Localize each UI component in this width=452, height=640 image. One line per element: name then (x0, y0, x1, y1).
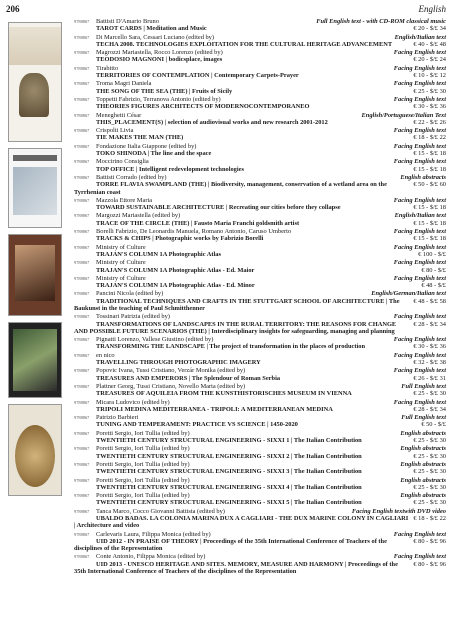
entry-title: TRACE OF THE CIRCLE (THE) | Fausto Maria Franchi goldsmith artist (96, 219, 300, 227)
entry-title: TREASURES OF AQUILEIA FROM THE KUNSTHISTORISCHES MUSEUM IN VIENNA (96, 390, 352, 398)
entry-language-tag: Facing English text (393, 553, 446, 561)
isbn-code: 9788867 (74, 446, 90, 452)
book-covers (8, 22, 72, 502)
entry-author: Battisti D'Amario Bruno (96, 18, 159, 25)
entry-title: TWENTIETH CENTURY STRUCTURAL ENGINEERING - SIXXI 2 | The Italian Contribution (96, 452, 362, 460)
isbn-code: 9788867 (74, 477, 90, 483)
catalog-entry (74, 553, 446, 575)
entry-title: TWENTIETH CENTURY STRUCTURAL ENGINEERING - SIXXI 1 | The Italian Contribution (96, 437, 362, 445)
entry-title: THEORIES FIGURES ARCHITECTS OF MODERNOCONTEMPORANEO (96, 103, 310, 111)
entry-language-tag: Full English text (401, 414, 446, 422)
entry-language-tag: Facing English text (393, 228, 446, 236)
catalog-entry (74, 34, 446, 49)
isbn-code: 9788867 (74, 291, 90, 297)
catalog-entry (74, 352, 446, 367)
page-number: 206 (6, 4, 20, 14)
entry-language-tag: Facing English text (393, 336, 446, 344)
entry-author: Fondazione Italia Giappone (edited by) (96, 142, 197, 150)
catalog-entry (74, 143, 446, 158)
entry-price: € 40 - $/£ 48 (413, 40, 446, 48)
catalog-entry (74, 492, 446, 507)
entry-title: TRANSFORMING THE LANDSCAPE | The project of transformation in the places of production (96, 343, 365, 351)
entry-language-tag: Facing English text (393, 64, 446, 72)
entry-language-tag: English/Italian text (394, 33, 446, 41)
catalog-entry (74, 290, 446, 312)
catalog-entry (74, 228, 446, 243)
isbn-code: 9788867 (74, 415, 90, 421)
isbn-code: 9788867 (74, 81, 90, 87)
entry-title: TWENTIETH CENTURY STRUCTURAL ENGINEERING - SIXXI 3 | The Italian Contribution (96, 468, 362, 476)
entry-author: Ministry of Culture (96, 274, 146, 282)
entry-author: Pignatti Lorenzo, Vallese Giustino (edited by) (96, 336, 214, 344)
isbn-code: 9788867 (74, 531, 90, 537)
entry-price: € 20 - $/£ 34 (413, 25, 446, 33)
isbn-code: 9788867 (74, 352, 90, 358)
entry-price: € 15 - $/£ 18 (413, 204, 446, 212)
entry-language-tag: Facing English textwith DVD video (351, 507, 446, 515)
book-cover-image (8, 404, 62, 496)
book-cover-image (8, 234, 62, 316)
entry-price: € 22 - $/£ 26 (413, 118, 446, 126)
entry-language-tag: English abstracts (400, 460, 446, 468)
entry-price: € 15 - $/£ 18 (413, 219, 446, 227)
entry-language-tag: Full English text - with CD-ROM classical music (316, 18, 446, 25)
entry-price: € 80 - $/£ (421, 266, 446, 274)
entry-price: € 10 - $/£ 12 (413, 72, 446, 80)
isbn-code: 9788867 (74, 65, 90, 71)
isbn-code: 9788867 (74, 314, 90, 320)
entry-language-tag: Facing English text (393, 530, 446, 538)
catalog-entry (74, 313, 446, 335)
catalog-entry (74, 18, 446, 33)
entry-language-tag: Facing English text (393, 95, 446, 103)
entry-author: Poretti Sergio, Iori Tullia (edited by) (96, 460, 190, 468)
entry-price: € 80 - $/£ 96 (413, 560, 446, 568)
entry-price: € 25 - $/£ 30 (413, 390, 446, 398)
entry-price: € 18 - $/£ 22 (413, 134, 446, 142)
entry-title: TIE MAKES THE MAN (THE) (96, 134, 184, 142)
entry-author: Mazzola Ettore Maria (96, 196, 153, 204)
entry-title: TRAJAN'S COLUMN 1A Photographic Atlas - Ed. Minor (96, 282, 255, 290)
catalog-entry (74, 367, 446, 382)
entry-author: Toppetti Fabrizio, Terranova Antonio (edited by) (96, 95, 221, 103)
catalog-entry (74, 65, 446, 80)
entry-language-tag: Facing English text (393, 80, 446, 88)
entry-author: Poretti Sergio, Iori Tullia (edited by) (96, 429, 190, 437)
catalog-entry (74, 158, 446, 173)
entry-title: TWENTIETH CENTURY STRUCTURAL ENGINEERING - SIXXI 5 | The Italian Contribution (96, 499, 362, 507)
catalog-entry (74, 461, 446, 476)
entry-title: UID 2013 - UNESCO HERITAGE AND SITES. MEMORY, MEASURE AND HARMONY | Proceedings of the 35th International Conference of Teachers of the disciplines of the Representation (74, 560, 398, 576)
entry-title: TERRITORIES OF CONTEMPLATION | Contemporary Carpets-Prayer (96, 72, 299, 80)
isbn-code: 9788867 (74, 399, 90, 405)
catalog-entry (74, 174, 446, 196)
entry-price: € 30 - $/£ 36 (413, 103, 446, 111)
entry-language-tag: English abstracts (400, 173, 446, 181)
entry-price: € 26 - $/£ 31 (413, 374, 446, 382)
entry-author: Magrozzi Mariastella, Rocco Lorenzo (edited by) (96, 49, 223, 57)
catalog-entry (74, 127, 446, 142)
entry-author: Battisti Corrado (edited by) (96, 173, 167, 181)
entry-title: TOWARD SUSTAINABLE ARCHITECTURE | Recreating our cities before they collapse (96, 204, 341, 212)
book-cover-image (8, 22, 62, 142)
entry-price: € 15 - $/£ 18 (413, 165, 446, 173)
entry-title: TRANSFORMATIONS OF LANDSCAPES IN THE RURAL TERRITORY: THE REASONS FOR CHANGE AND POSSIBLE FUTURE SCENARIOS (THE) | Interdisciplinary insights for safeguarding, managing and planning (74, 320, 397, 335)
entry-price: € 25 - $/£ 30 (413, 468, 446, 476)
entry-author: Margozzi Mariastella (edited by) (96, 212, 181, 220)
isbn-code: 9788867 (74, 260, 90, 266)
isbn-code: 9788867 (74, 174, 90, 180)
entry-price: € 15 - $/£ 18 (413, 150, 446, 158)
entry-language-tag: English/Italian text (394, 212, 446, 220)
entry-language-tag: Facing English text (393, 274, 446, 282)
entry-title: TECHA 2008. TECHNOLOGIES EXPLOITATION FOR THE CULTURAL HERITAGE ADVANCEMENT (96, 40, 393, 48)
catalog-entry (74, 197, 446, 212)
entry-author: Carlevaris Laura, Filippa Monica (edited by) (96, 530, 211, 538)
isbn-code: 9788867 (74, 112, 90, 118)
entry-language-tag: Facing English text (393, 367, 446, 375)
catalog-entry (74, 336, 446, 351)
isbn-code: 9788867 (74, 50, 90, 56)
entry-title: TAROT CARDS | Meditation and Music (96, 25, 207, 33)
isbn-code: 9788867 (74, 143, 90, 149)
entry-price: € 48 - $/£ 58 (413, 297, 446, 305)
page-header (6, 4, 446, 16)
catalog-entry (74, 80, 446, 95)
isbn-code: 9788867 (74, 229, 90, 235)
entry-author: Popovic Ivana, Tussi Cristiano, Verzár Monika (edited by) (96, 367, 246, 375)
entry-language-tag: English/German/Italian text (371, 290, 446, 298)
catalog-entry (74, 531, 446, 553)
entry-price: € 32 - $/£ 38 (413, 359, 446, 367)
entry-title: UBALDO BADAS. LA COLONIA MARINA DUX A CAGLIARI - THE DUX MARINE COLONY IN CAGLIARI | Architecture and video (74, 515, 409, 530)
catalog-entry (74, 49, 446, 64)
entry-title: UID 2012 - IN PRAISE OF THEORY | Proceedings of the 35th International Conference of Teachers of the disciplines of the Representation (74, 537, 387, 553)
isbn-code: 9788867 (74, 213, 90, 219)
catalog-list (74, 18, 446, 576)
entry-price: € 50 - $/£ (421, 421, 446, 429)
entry-language-tag: English/Portuguese/Italian Text (361, 111, 446, 119)
entry-author: Poretti Sergio, Iori Tullia (edited by) (96, 492, 190, 500)
entry-author: en nico (96, 351, 115, 359)
entry-language-tag: English abstracts (400, 429, 446, 437)
catalog-entry (74, 244, 446, 259)
entry-title: TRACKS & CHIPS | Photographic works by Fabrizio Borelli (96, 235, 264, 243)
isbn-code: 9788867 (74, 34, 90, 40)
entry-title: TOP OFFICE | Intelligent redevelopment technologies (96, 165, 244, 173)
isbn-code: 9788867 (74, 508, 90, 514)
catalog-entry (74, 508, 446, 530)
entry-price: € 18 - $/£ 22 (413, 515, 446, 522)
isbn-code: 9788867 (74, 554, 90, 560)
entry-author: Patrizio Barbieri (96, 414, 139, 422)
entry-price: € 80 - $/£ 96 (413, 537, 446, 545)
entry-price: € 20 - $/£ 24 (413, 56, 446, 64)
entry-language-tag: English abstracts (400, 476, 446, 484)
entry-title: TRAVELLING THROUGH PHOTOGRAPHIC IMAGERY (96, 359, 261, 367)
isbn-code: 9788867 (74, 461, 90, 467)
entry-price: € 30 - $/£ 36 (413, 343, 446, 351)
entry-author: Tossinari Patrizia (edited by) (96, 313, 170, 321)
entry-author: Tanca Marco, Cocco Giovanni Battista (edited by) (96, 507, 225, 515)
entry-price: € 25 - $/£ 30 (413, 483, 446, 491)
catalog-entry (74, 383, 446, 398)
entry-price: € 25 - $/£ 30 (413, 499, 446, 507)
entry-title: TRADITIONAL TECHNIQUES AND CRAFTS IN THE STUTTGART SCHOOL OF ARCHITECTURE | The Baukunst in the teaching of Paul Schmitthenner (74, 297, 400, 312)
entry-language-tag: Facing English text (393, 313, 446, 321)
entry-author: Meneghetti César (96, 111, 142, 119)
entry-price: € 25 - $/£ 30 (413, 87, 446, 95)
isbn-code: 9788867 (74, 430, 90, 436)
isbn-code: 9788867 (74, 383, 90, 389)
catalog-entry (74, 112, 446, 127)
entry-language-tag: Facing English text (393, 158, 446, 166)
entry-language-tag: Facing English text (393, 398, 446, 406)
entry-author: Conte Antonio, Filippa Monica (edited by) (96, 553, 206, 561)
catalog-entry (74, 275, 446, 290)
entry-author: Di Marcello Sara, Cessari Luciano (edited by) (96, 33, 215, 41)
entry-price: € 28 - $/£ 34 (413, 405, 446, 413)
entry-language-tag: Facing English text (393, 142, 446, 150)
catalog-entry (74, 477, 446, 492)
entry-title: THIS_PLACEMENT(S) | selection of audiovisual works and new research 2001-2012 (96, 118, 328, 126)
isbn-code: 9788867 (74, 493, 90, 499)
section-title: English (418, 4, 446, 14)
entry-author: Micara Ludovico (edited by) (96, 398, 170, 406)
catalog-entry (74, 259, 446, 274)
entry-title: TREASURES AND EMPERORS | The Splendour of Roman Serbia (96, 374, 281, 382)
entry-author: Tirabitto (96, 64, 119, 72)
entry-author: Crispolti Livia (96, 127, 134, 135)
entry-price: € 25 - $/£ 30 (413, 452, 446, 460)
entry-title: TEODOSIO MAGNONI | bodicsplace, images (96, 56, 223, 64)
entry-language-tag: Facing English text (393, 243, 446, 251)
isbn-code: 9788867 (74, 128, 90, 134)
catalog-entry (74, 96, 446, 111)
isbn-code: 9788867 (74, 197, 90, 203)
entry-language-tag: Facing English text (393, 127, 446, 135)
catalog-entry (74, 414, 446, 429)
isbn-code: 9788867 (74, 244, 90, 250)
book-cover-image (8, 322, 62, 398)
entry-title: THE SONG OF THE SEA (THE) | Fruits of Sicily (96, 87, 233, 95)
catalog-entry (74, 399, 446, 414)
catalog-entry (74, 445, 446, 460)
entry-language-tag: Facing English text (393, 351, 446, 359)
catalog-entry (74, 430, 446, 445)
isbn-code: 9788867 (74, 337, 90, 343)
catalog-entry (74, 212, 446, 227)
entry-price: € 48 - $/£ (421, 282, 446, 290)
entry-author: Ministry of Culture (96, 259, 146, 267)
entry-price: € 100 - $/£ (418, 250, 446, 258)
entry-price: € 25 - $/£ 30 (413, 437, 446, 445)
entry-author: Troma Magri Daniela (96, 80, 152, 88)
entry-title: TRAJAN'S COLUMN 1A Photographic Atlas (96, 250, 221, 258)
entry-author: Plattner Georg, Tussi Cristiano, Novello Marta (edited by) (96, 382, 246, 390)
entry-title: TORRE FLAVIA SWAMPLAND (THE) | Biodiversity, management, conservation of a wetland area on the Tyrrhenian coast (74, 181, 387, 196)
isbn-code: 9788867 (74, 368, 90, 374)
entry-language-tag: English abstracts (400, 445, 446, 453)
isbn-code: 9788867 (74, 19, 90, 24)
entry-author: Moccirino Consiglia (96, 158, 149, 166)
entry-title: TRIPOLI MEDINA MEDITERRANEA - TRIPOLI: A MEDITERRANEAN MEDINA (96, 405, 333, 413)
book-cover-image (8, 148, 62, 228)
entry-language-tag: Full English text (401, 382, 446, 390)
entry-language-tag: English abstracts (400, 492, 446, 500)
entry-price: € 28 - $/£ 34 (413, 320, 446, 328)
entry-author: Poretti Sergio, Iori Tullia (edited by) (96, 445, 190, 453)
isbn-code: 9788867 (74, 159, 90, 165)
entry-author: Ministry of Culture (96, 243, 146, 251)
entry-price: € 15 - $/£ 18 (413, 235, 446, 243)
entry-title: TWENTIETH CENTURY STRUCTURAL ENGINEERING - SIXXI 4 | The Italian Contribution (96, 483, 362, 491)
entry-language-tag: Facing English text (393, 259, 446, 267)
entry-title: TOKO SHINODA | The line and the space (96, 150, 212, 158)
isbn-code: 9788867 (74, 96, 90, 102)
entry-title: TRAJAN'S COLUMN 1A Photographic Atlas - Ed. Maior (96, 266, 255, 274)
isbn-code: 9788867 (74, 275, 90, 281)
entry-author: Pancini Nicola (edited by) (96, 290, 164, 298)
entry-author: Poretti Sergio, Iori Tullia (edited by) (96, 476, 190, 484)
entry-title: TUNING AND TEMPERAMENT: PRACTICE VS SCIENCE | 1450-2020 (96, 421, 298, 429)
entry-price: € 50 - $/£ 60 (413, 181, 446, 189)
entry-language-tag: Facing English text (393, 49, 446, 57)
entry-language-tag: Facing English text (393, 196, 446, 204)
entry-author: Borelli Fabrizio, De Leonardis Manuela, Romano Antonio, Caruso Umberto (96, 228, 292, 236)
